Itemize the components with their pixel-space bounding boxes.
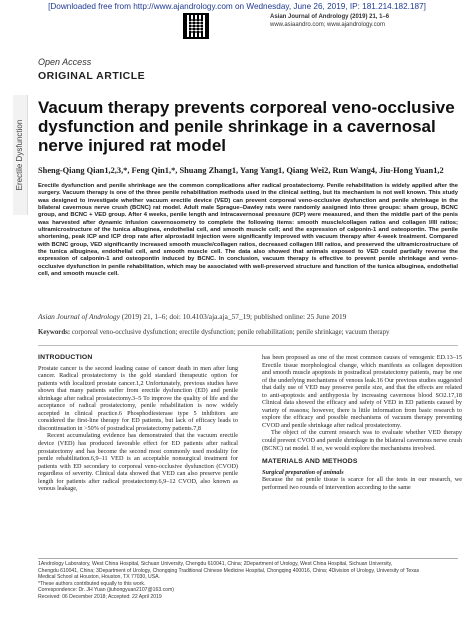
article-type: ORIGINAL ARTICLE <box>38 70 146 82</box>
keywords-label: Keywords: <box>38 329 71 336</box>
intro-paragraph-3: has been proposed as one of the most common causes of venogenic ED.13–15 Erectile tissue morphological change, which manifests as collagen deposition and smooth muscle apoptosis in postradical prostatectomy patients, may be one of the underlying mechanisms of venous leak.16 Our previous studies suggested that daily use of VED may preserve penile size, and that the effects are related to anti-apoptosis and antihypoxia by increasing cavernous blood SO2.17,18 Clinical data showed the efficacy and safety of VED in ED patients caused by variety of reasons; however, there is little information from basic research to explore the efficacy and possible mechanisms of vacuum therapy preventing CVOD and penile shrinkage after radical prostatectomy. <box>262 354 462 429</box>
footnote-line: Received: 06 December 2018; Accepted: 22 April 2019 <box>38 593 162 600</box>
journal-header <box>270 13 470 29</box>
open-access-label: Open Access <box>38 57 92 67</box>
methods-heading: MATERIALS AND METHODS <box>262 458 358 466</box>
footnotes <box>38 558 458 600</box>
journal-site[interactable]: www.asiaandro.com; www.ajandrology.com <box>270 22 385 28</box>
footnote-line: Correspondence: Dr. JH Yuan (jiuhongyuan2107@163.com) <box>38 587 174 593</box>
qr-code-icon <box>183 13 209 39</box>
citation-details[interactable]: (2019) 21, 1–6; doi: 10.4103/aja.aja_57_19; published online: 25 June 2019 <box>119 312 347 321</box>
footnote-line: *These authors contributed equally to this work. <box>38 580 146 587</box>
download-banner: [Downloaded free from http://www.ajandrology.com on Wednesday, June 26, 2019, IP: 181.214.182.187] <box>48 2 426 11</box>
keywords <box>38 328 458 346</box>
citation-line <box>38 312 458 321</box>
methods-paragraph: Because the rat penile tissue is scarce for all the tests in our research, we performed two rounds of intervention according to the same <box>262 476 462 491</box>
journal-name: Asian Journal of Andrology (2019) 21, 1–6 <box>270 14 390 20</box>
intro-paragraph-2: Recent accumulating evidence has demonstrated that the vacuum erectile device (VED) has produced favorable effect for ED patients after radical prostatectomy and has become the second most commonly used modality for penile rehabilitation.6,9–11 VED is an acceptable nonsurgical treatment for patients with ED secondary to corporeal veno-occlusive dysfunction (CVOD) regardless of severity. Clinical data showed that VED can also preserve penile length for patients after radical prostatectomy.6,9–12 CVOD, also known as venous leakage, <box>38 432 238 493</box>
keywords-text: corporeal veno-occlusive dysfunction; erectile dysfunction; penile rehabilitation; penile shrinkage; vacuum therapy <box>70 329 390 336</box>
intro-paragraph-1: Prostate cancer is the second leading cause of cancer death in men after lung cancer. Radical prostatectomy is the gold standard therapeutic option for patients with localized prostate cancer.1,2 Unfortunately, previous studies have shown that many patients suffer from erectile dysfunction (ED) and penile shrinkage after radical prostatectomy.3–5 To improve the quality of life and the acceptance of radical prostatectomy, penile rehabilitation is now widely accepted in clinical practice.6 Phosphodiesterase type 5 inhibitors are considered the first-line therapy for ED patients, but lack of efficacy leads to discontinuation in >50% of postradical prostatectomy patients.7,8 <box>38 364 238 432</box>
author-list: Sheng-Qiang Qian1,2,3,*, Feng Qin1,*, Shuang Zhang1, Yang Yang1, Qiang Wei2, Run Wang4, Jiu-Hong Yuan1,2 <box>38 166 444 175</box>
section-side-label: Erectile Dysfunction <box>15 119 24 191</box>
citation-journal: Asian Journal of Andrology <box>38 312 120 321</box>
abstract: Erectile dysfunction and penile shrinkage are the common complications after radical prostatectomy. Penile rehabilitation is widely applied after the surgery. Vacuum therapy is one of the three penile rehabilitation methods used in the clinical setting, but its mechanism is not well known. This study was designed to investigate whether vacuum erectile device (VED) can prevent corporeal veno-occlusive dysfunction and penile shrinkage in the bilateral cavernous nerve crush (BCNC) rat model. Adult male Sprague–Dawley rats were randomly assigned into three groups: sham group, BCNC group, and BCNC + VED group. After 4 weeks, penile length and intracavernosal pressure (ICP) were measured, and then the middle part of the penis was harvested after dynamic infusion cavernosometry to complete the following items: smooth muscle/collagen ratios and collagen I/III ratios; ultramicrostructure of the tunica albuginea, endothelial cell, and smooth muscle cell; and the expression of calponin-1 and osteopontin. The penile shortening, peak ICP and ICP drop rate after alprostadil injection were significantly improved with vacuum therapy after 4-week treatment. Compared with BCNC group, VED significantly increased smooth muscle/collagen ratios, decreased collagen I/III ratios, and preserved the ultramicrostructure of the tunica albuginea, endothelial cell, and smooth muscle cell. The data also showed that animals exposed to VED could partially reverse the expression of calponin-1 and osteopontin induced by BCNC. In conclusion, vacuum therapy is effective to prevent penile shrinkage and veno-occlusive dysfunction in penile rehabilitation, which may be associated with well-preserved structure and function of the tunica albuginea, endothelial cell, and smooth muscle cell. <box>38 183 458 278</box>
footnote-line: Medical School at Houston, Houston, TX 77030, USA. <box>38 574 160 580</box>
intro-paragraph-4: The object of the current research was to evaluate whether VED therapy could prevent CVOD and penile shrinkage in the bilateral cavernous nerve crush (BCNC) rat model. If so, we would explore the mechanisms involved. <box>262 429 462 452</box>
article-title: Vacuum therapy prevents corporeal veno-occlusive dysfunction and penile shrinkage in a cavernosal nerve injured rat model <box>38 98 455 155</box>
footnote-line: 1Andrology Laboratory, West China Hospital, Sichuan University, Chengdu 610041, China; 2Department of Urology, West China Hospital, Sichuan University, <box>38 561 393 567</box>
right-column <box>262 354 462 491</box>
methods-subheading: Surgical preparation of animals <box>262 468 344 476</box>
intro-heading: INTRODUCTION <box>38 354 93 361</box>
left-column <box>38 354 238 493</box>
footnote-line: Chengdu 610041, China; 3Department of Urology, Chongqing Traditional Chinese Medicine Hospital, Chongqing 400016, China; 4Division of Urology, University of Texas <box>38 567 420 574</box>
